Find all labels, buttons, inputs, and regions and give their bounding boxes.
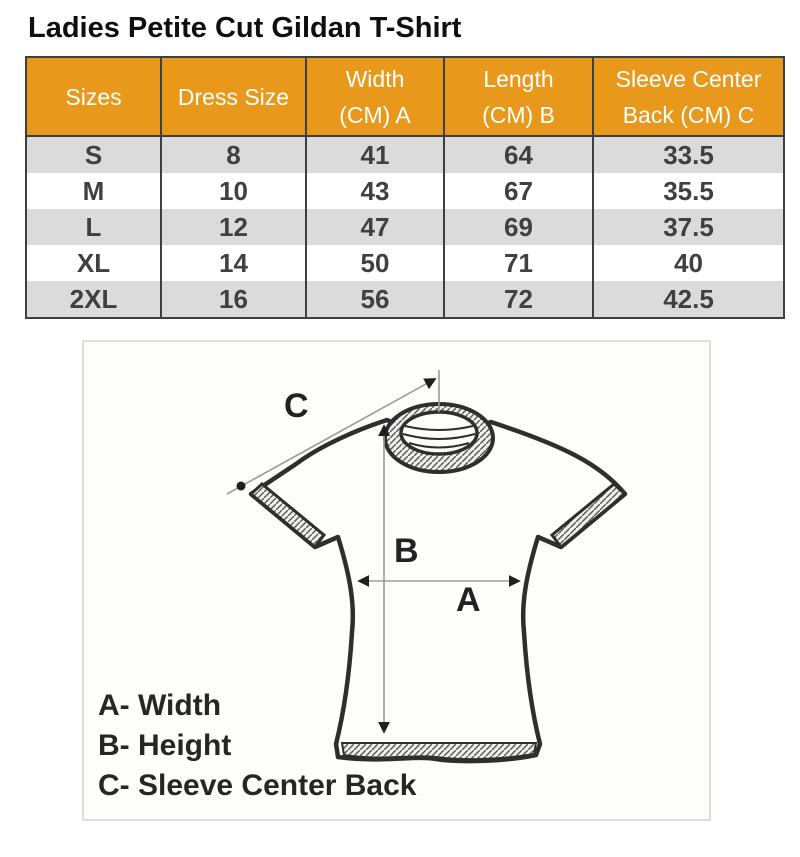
header-row (26, 57, 784, 136)
label-c: C (284, 387, 309, 425)
cell-dress-size: 16 (161, 281, 306, 318)
measure-dot-c (237, 482, 246, 491)
page-title: Ladies Petite Cut Gildan T-Shirt (28, 12, 462, 44)
column-header-dress-size: Dress Size (161, 57, 306, 136)
cell-sleeve: 37.5 (593, 209, 784, 245)
cell-width: 47 (306, 209, 444, 245)
cell-size: XL (26, 245, 161, 281)
cell-size: M (26, 173, 161, 209)
table-row (26, 209, 784, 245)
cell-sleeve: 42.5 (593, 281, 784, 318)
label-b: B (394, 532, 419, 570)
table-row (26, 245, 784, 281)
cell-size: S (26, 136, 161, 173)
column-header-sleeve-center-back: Sleeve Center Back (CM) C (593, 57, 784, 136)
cell-width: 50 (306, 245, 444, 281)
column-header-width: Width (CM) A (306, 57, 444, 136)
table-row (26, 136, 784, 173)
legend-item-sleeve: C- Sleeve Center Back (98, 769, 417, 802)
cell-sleeve: 40 (593, 245, 784, 281)
label-a: A (456, 581, 481, 619)
cell-length: 69 (444, 209, 593, 245)
cell-size: L (26, 209, 161, 245)
cell-sleeve: 35.5 (593, 173, 784, 209)
cell-dress-size: 10 (161, 173, 306, 209)
column-header-length: Length (CM) B (444, 57, 593, 136)
cell-dress-size: 14 (161, 245, 306, 281)
cell-width: 43 (306, 173, 444, 209)
legend-item-width: A- Width (98, 689, 222, 722)
table-row (26, 173, 784, 209)
measurement-diagram (82, 340, 711, 821)
diagram-legend (98, 686, 417, 806)
cell-length: 71 (444, 245, 593, 281)
cell-width: 56 (306, 281, 444, 318)
table-row (26, 281, 784, 318)
cell-length: 72 (444, 281, 593, 318)
legend-item-height: B- Height (98, 729, 232, 762)
cell-length: 64 (444, 136, 593, 173)
cell-sleeve: 33.5 (593, 136, 784, 173)
cell-dress-size: 12 (161, 209, 306, 245)
cell-size: 2XL (26, 281, 161, 318)
cell-width: 41 (306, 136, 444, 173)
size-chart-table (25, 56, 785, 319)
cell-length: 67 (444, 173, 593, 209)
cell-dress-size: 8 (161, 136, 306, 173)
column-header-sizes: Sizes (26, 57, 161, 136)
